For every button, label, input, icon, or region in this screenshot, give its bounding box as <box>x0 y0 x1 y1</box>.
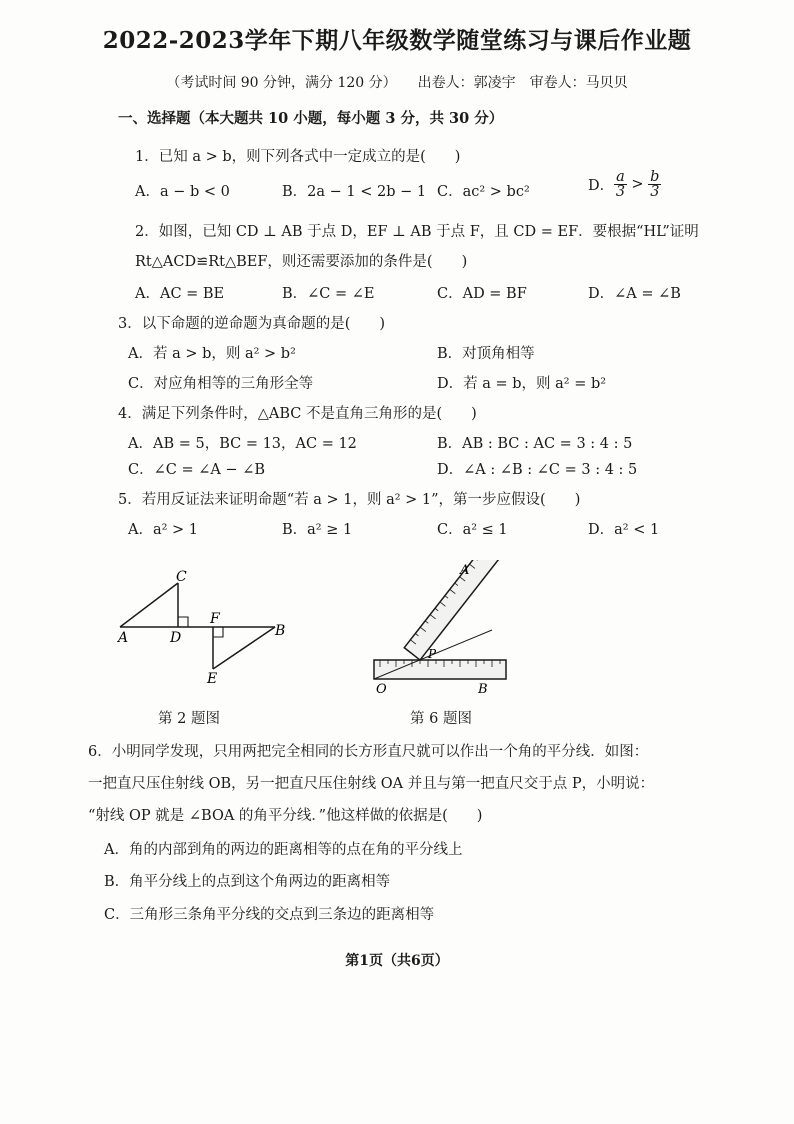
q1-option-d: D． $\frac{a}{3}$ > $\frac{b}{3}$ <box>588 169 660 200</box>
q5-option-b: B．a² ≥ 1 <box>282 522 353 538</box>
line-ac <box>120 583 178 627</box>
label-b: B <box>275 623 286 639</box>
q1-option-c: C．ac² > bc² <box>437 184 530 200</box>
question-4-stem: 4．满足下列条件时，△ABC 不是直角三角形的是( ) <box>118 406 477 422</box>
question-5-stem: 5．若用反证法来证明命题“若 a > 1，则 a² > 1”，第一步应假设( ) <box>118 492 581 508</box>
label-f: F <box>210 611 220 627</box>
question-3-stem: 3．以下命题的逆命题为真命题的是( ) <box>118 316 386 332</box>
q2-option-a: A．AC = BE <box>135 286 225 302</box>
label-a: A <box>118 630 129 646</box>
figure-q6-rulers <box>360 560 520 700</box>
question-6-stem-line1: 6．小明同学发现，只用两把完全相同的长方形直尺就可以作出一个角的平分线．如图： <box>88 744 649 760</box>
label-c: C <box>176 569 187 585</box>
label-b: B <box>478 682 488 697</box>
label-o: O <box>376 682 387 697</box>
line-be <box>213 627 275 669</box>
question-2-stem-line1: 2．如图，已知 CD ⊥ AB 于点 D，EF ⊥ AB 于点 F，且 CD = EF．要根据“HL”证明 <box>135 224 699 240</box>
question-6-stem-line2: 一把直尺压住射线 OB，另一把直尺压住射线 OA 并且与第一把直尺交于点 P，小明说： <box>88 776 655 792</box>
q4-option-d: D．∠A : ∠B : ∠C = 3 : 4 : 5 <box>437 462 638 478</box>
q3-option-d: D．若 a = b，则 a² = b² <box>437 376 607 392</box>
label-d: D <box>170 630 182 646</box>
figure-q6-caption: 第 6 题图 <box>410 711 472 727</box>
label-a: A <box>460 563 470 578</box>
q6-option-c: C．三角形三条角平分线的交点到三条边的距离相等 <box>104 907 435 923</box>
q5-option-a: A．a² > 1 <box>128 522 199 538</box>
question-2-stem-line2: Rt△ACD≌Rt△BEF，则还需要添加的条件是( ) <box>135 254 468 270</box>
q3-option-b: B．对顶角相等 <box>437 346 535 362</box>
section-heading: 一、选择题（本大题共 10 小题，每小题 3 分，共 30 分） <box>118 110 504 127</box>
q1-option-a: A．a − b < 0 <box>135 184 230 200</box>
exam-meta: （考试时间 90 分钟，满分 120 分） 出卷人：郭凌宇 审卷人：马贝贝 <box>166 75 628 91</box>
question-1-stem: 1．已知 a > b，则下列各式中一定成立的是( ) <box>135 149 461 165</box>
q6-option-a: A．角的内部到角的两边的距离相等的点在角的平分线上 <box>104 842 463 858</box>
q2-option-c: C．AD = BF <box>437 286 527 302</box>
q6-option-b: B．角平分线上的点到这个角两边的距离相等 <box>104 874 391 890</box>
figure-q2-triangles <box>110 565 300 690</box>
question-6-stem-line3: “射线 OP 就是 ∠BOA 的角平分线．”他这样做的依据是( ) <box>88 808 483 824</box>
label-p: P <box>428 647 437 661</box>
figure-q2-caption: 第 2 题图 <box>158 711 220 727</box>
ruler-ob <box>374 660 506 679</box>
q5-option-c: C．a² ≤ 1 <box>437 522 508 538</box>
q2-option-b: B．∠C = ∠E <box>282 286 375 302</box>
label-e: E <box>207 671 218 687</box>
q3-option-c: C．对应角相等的三角形全等 <box>128 376 314 392</box>
page-footer: 第1页（共6页） <box>345 953 449 969</box>
right-angle-mark-f <box>213 627 223 637</box>
right-angle-mark-d <box>178 617 188 627</box>
q1-option-b: B．2a − 1 < 2b − 1 <box>282 184 427 200</box>
q4-option-c: C．∠C = ∠A − ∠B <box>128 462 265 478</box>
q4-option-b: B．AB : BC : AC = 3 : 4 : 5 <box>437 436 633 452</box>
q5-option-d: D．a² < 1 <box>588 522 660 538</box>
q2-option-d: D．∠A = ∠B <box>588 286 681 302</box>
page-title: 2022-2023学年下期八年级数学随堂练习与课后作业题 <box>102 27 692 54</box>
q4-option-a: A．AB = 5，BC = 13，AC = 12 <box>128 436 357 452</box>
q3-option-a: A．若 a > b，则 a² > b² <box>128 346 296 362</box>
